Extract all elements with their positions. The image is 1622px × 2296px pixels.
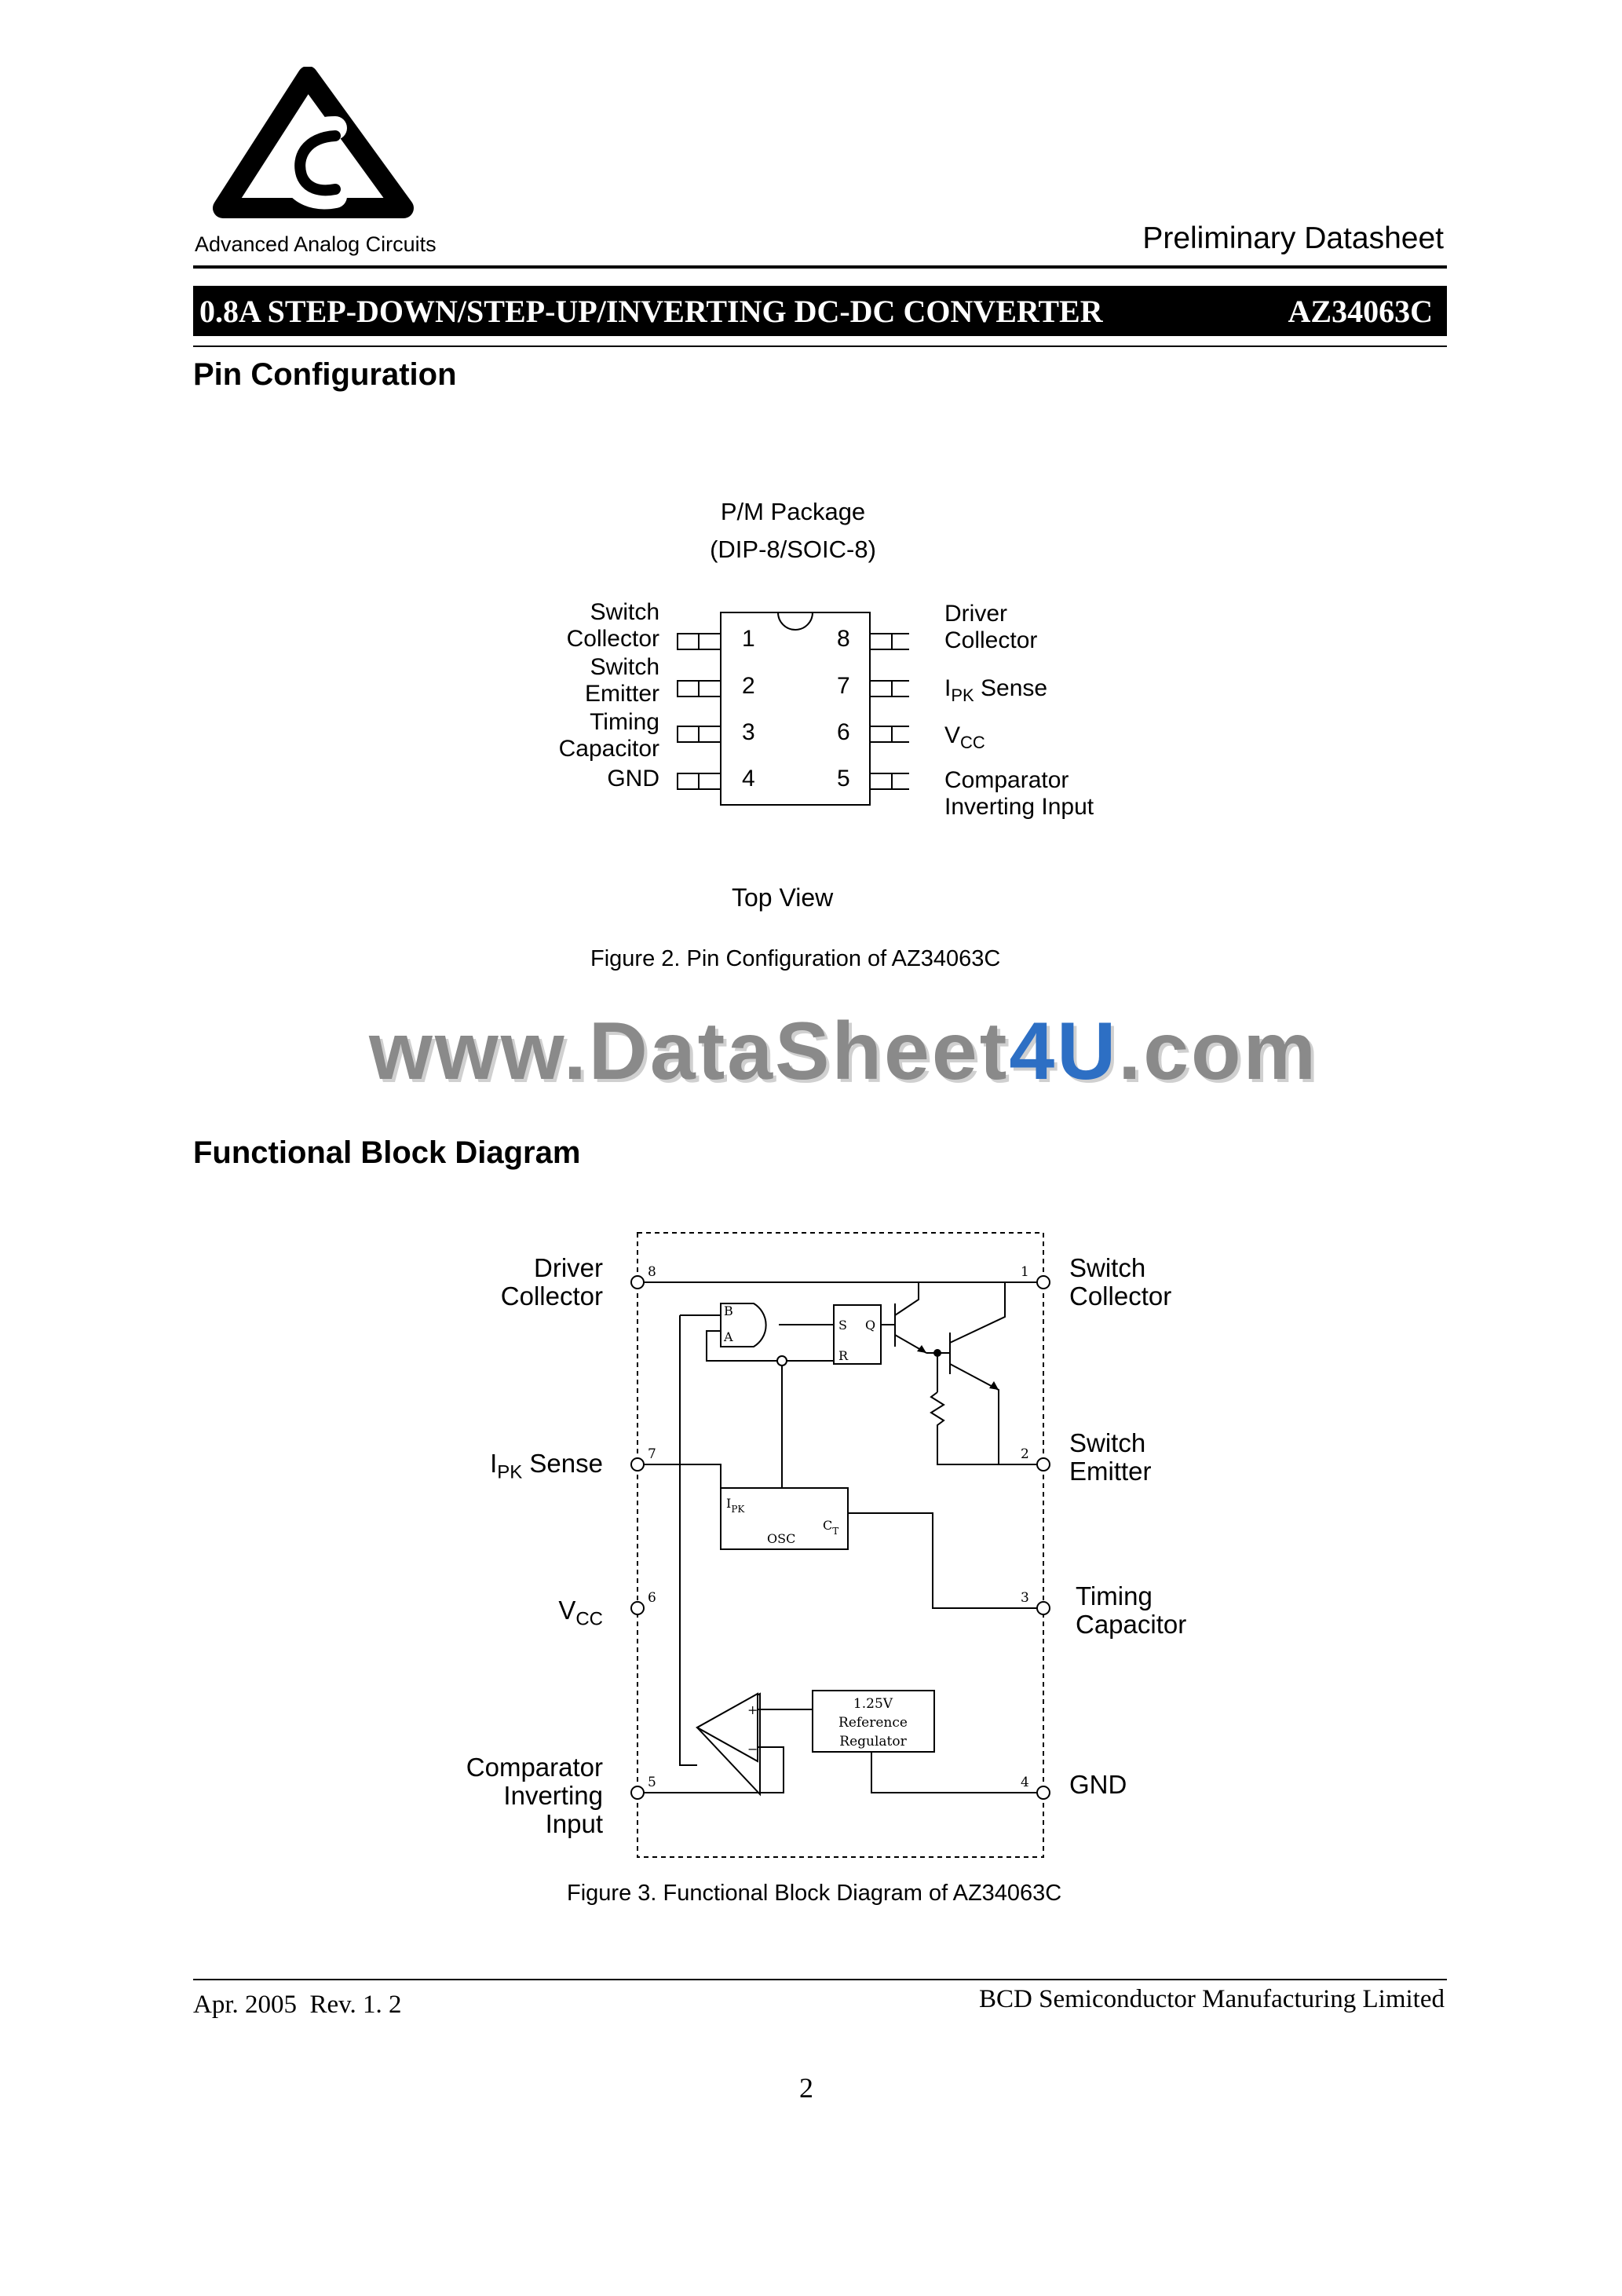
pin-number-2: 2 xyxy=(742,673,755,699)
bd-label-1-line2: Collector xyxy=(1069,1281,1172,1311)
gate-input-a: A xyxy=(724,1329,733,1344)
regulator-line2: Reference xyxy=(838,1715,908,1731)
page-number: 2 xyxy=(799,2072,813,2104)
bd-label-6-main: V xyxy=(558,1596,576,1625)
block-diagram-drawing xyxy=(628,1229,1052,1869)
bd-pin4-num: 4 xyxy=(1021,1775,1029,1790)
bd-label-7-sub: PK xyxy=(497,1461,523,1483)
bd-label-3-line2: Capacitor xyxy=(1076,1610,1187,1639)
bd-label-ipk-sense xyxy=(490,1449,603,1484)
comp-plus: + xyxy=(747,1702,758,1717)
pin-number-8: 8 xyxy=(837,626,850,652)
regulator-line1: 1.25V xyxy=(853,1696,893,1712)
pin-label-6-sub: CC xyxy=(960,733,985,752)
pin-label-7-sub: PK xyxy=(951,686,974,705)
bd-label-2-line1: Switch xyxy=(1069,1428,1146,1457)
osc-ct-label: $C_T$ xyxy=(823,1518,839,1537)
pin-label-7-rest: Sense xyxy=(974,675,1048,701)
company-logo xyxy=(182,67,433,236)
pin-label-3 xyxy=(559,709,659,762)
pin-number-4: 4 xyxy=(742,766,755,792)
figure-3-caption: Figure 3. Functional Block Diagram of AZ34063C xyxy=(567,1881,1062,1906)
bd-label-driver-collector xyxy=(501,1254,603,1311)
title-bar xyxy=(193,286,1447,336)
pin-number-3: 3 xyxy=(742,719,755,745)
pin-label-8 xyxy=(944,601,1037,654)
bd-pin5-num: 5 xyxy=(648,1775,656,1790)
bd-label-switch-emitter xyxy=(1069,1429,1152,1486)
package-label xyxy=(550,493,1036,569)
bd-label-gnd: GND xyxy=(1069,1770,1127,1799)
pin-label-8-line1: Driver xyxy=(944,601,1007,627)
header-rule-bottom xyxy=(193,345,1447,347)
pin-label-7 xyxy=(944,675,1047,709)
bd-label-8-line1: Driver xyxy=(534,1253,603,1282)
footer-rule xyxy=(193,1979,1447,1980)
bd-label-timing-capacitor xyxy=(1076,1582,1186,1639)
pin-label-5 xyxy=(944,767,1094,821)
pin-label-2-line1: Switch xyxy=(590,654,659,680)
bd-label-1-line1: Switch xyxy=(1069,1253,1146,1282)
ff-s-label: S xyxy=(838,1318,847,1333)
pin-label-7-main: I xyxy=(944,675,952,701)
pin-label-6-main: V xyxy=(944,722,961,748)
pin-label-5-line2: Inverting Input xyxy=(944,794,1094,820)
pin-label-1-line1: Switch xyxy=(590,599,659,625)
gate-input-b: B xyxy=(724,1303,733,1318)
bd-pin3-num: 3 xyxy=(1021,1590,1029,1606)
figure-2-caption: Figure 2. Pin Configuration of AZ34063C xyxy=(590,946,1001,971)
block-diagram-heading: Functional Block Diagram xyxy=(193,1135,581,1170)
ic-package-drawing xyxy=(674,609,909,817)
bd-label-2-line2: Emitter xyxy=(1069,1457,1152,1486)
header-rule-top xyxy=(193,265,1447,269)
part-number: AZ34063C xyxy=(1288,293,1433,329)
footer-date-rev: Apr. 2005 Rev. 1. 2 xyxy=(193,1991,402,2019)
pin-config-heading: Pin Configuration xyxy=(193,357,457,392)
bd-label-3-line1: Timing xyxy=(1076,1581,1153,1610)
watermark-part1: www.DataSheet xyxy=(369,1006,1010,1097)
watermark xyxy=(369,1005,1318,1099)
bd-pin6-num: 6 xyxy=(648,1590,656,1606)
product-title: 0.8A STEP-DOWN/STEP-UP/INVERTING DC-DC CONVERTER xyxy=(199,293,1103,329)
comp-minus: − xyxy=(747,1742,758,1757)
bd-label-5-line3: Input xyxy=(545,1809,603,1838)
pin-number-1: 1 xyxy=(742,626,755,652)
bd-label-vcc xyxy=(558,1596,603,1631)
pin-number-6: 6 xyxy=(837,719,850,745)
bd-label-5-line2: Inverting xyxy=(503,1781,603,1810)
pin-label-1 xyxy=(567,599,659,653)
package-type: (DIP-8/SOIC-8) xyxy=(710,536,876,563)
pin-label-3-line2: Capacitor xyxy=(558,736,659,762)
bd-pin8-num: 8 xyxy=(648,1264,656,1280)
osc-ipk-label: $I_{PK}$ xyxy=(726,1496,745,1515)
pin-label-8-line2: Collector xyxy=(944,627,1038,653)
pin-label-2-line2: Emitter xyxy=(584,681,659,707)
bd-label-6-sub: CC xyxy=(575,1608,603,1630)
doc-status: Preliminary Datasheet xyxy=(1142,221,1444,255)
bd-label-7-main: I xyxy=(490,1449,498,1478)
bd-label-8-line2: Collector xyxy=(500,1281,603,1311)
bd-label-5-line1: Comparator xyxy=(466,1753,603,1782)
bd-label-comparator-input xyxy=(466,1753,603,1838)
ff-r-label: R xyxy=(838,1348,849,1363)
bd-pin2-num: 2 xyxy=(1021,1446,1029,1462)
pin-label-2 xyxy=(585,654,659,707)
bd-pin1-num: 1 xyxy=(1021,1264,1029,1280)
pin-number-5: 5 xyxy=(837,766,850,792)
pin-label-1-line2: Collector xyxy=(566,626,659,652)
watermark-part3: .com xyxy=(1118,1006,1319,1097)
ff-q-label: Q xyxy=(865,1318,876,1333)
pin-label-3-line1: Timing xyxy=(590,709,659,735)
company-name: Advanced Analog Circuits xyxy=(195,232,437,256)
bd-pin7-num: 7 xyxy=(648,1446,656,1462)
top-view-label: Top View xyxy=(732,883,834,912)
package-name: P/M Package xyxy=(720,498,866,525)
pin-label-6 xyxy=(944,722,985,756)
pin-label-5-line1: Comparator xyxy=(944,767,1069,793)
regulator-line3: Regulator xyxy=(839,1734,907,1749)
pin-label-4: GND xyxy=(607,766,659,792)
bd-label-7-rest: Sense xyxy=(522,1449,603,1478)
watermark-part2: 4U xyxy=(1009,1006,1119,1097)
bd-label-switch-collector xyxy=(1069,1254,1171,1311)
pin-number-7: 7 xyxy=(837,673,850,699)
footer-company: BCD Semiconductor Manufacturing Limited xyxy=(979,1985,1445,2013)
osc-name: OSC xyxy=(767,1531,796,1546)
